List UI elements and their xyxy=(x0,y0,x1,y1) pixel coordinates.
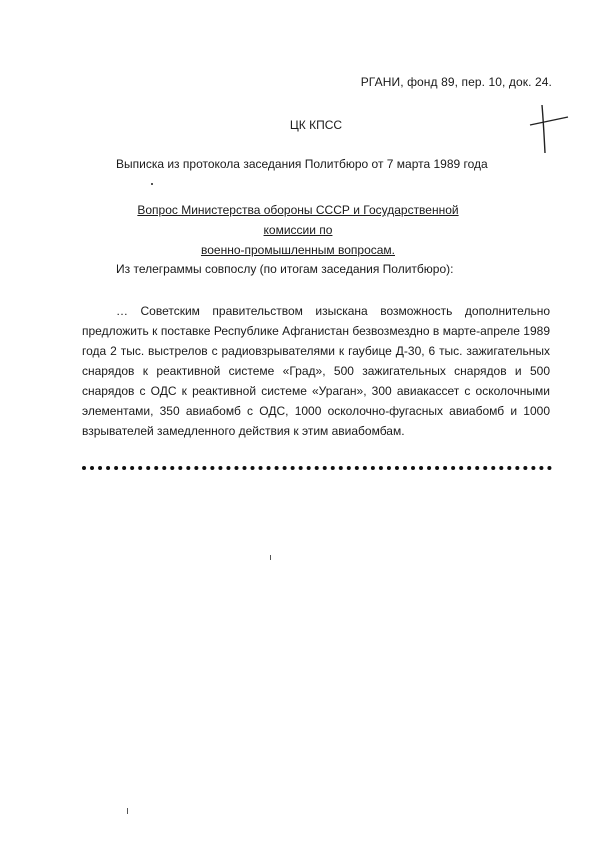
dotted-separator xyxy=(82,466,552,470)
question-line-1: Вопрос Министерства обороны СССР и Государственной комиссии по xyxy=(137,203,459,237)
telegram-body-paragraph: … Советским правительством изыскана возможность дополнительно предложить к поставке Республике Афганистан безвозмездно в марте-апреле 1989 года 2 тыс. выстрелов с радиовзрывателями к гаубице Д-30, 6 тыс. зажигательных снарядов к реактивной системе «Град», 500 зажигательных снарядов и 500 снарядов с ОДС к реактивной системе «Ураган», 300 авиакассет с осколочными элементами, 350 авиабомб с ОДС, 1000 осколочно-фугасных авиабомб и 1000 взрывателей замедленного действия к этим авиабомбам. xyxy=(82,304,550,438)
organization-heading: ЦК КПСС xyxy=(289,118,343,132)
extract-title: Выписка из протокола заседания Политбюро от 7 марта 1989 года xyxy=(116,157,488,171)
scan-speck xyxy=(127,808,128,814)
scan-speck xyxy=(151,183,153,185)
question-line-2: военно-промышленным вопросам. xyxy=(200,243,395,257)
telegram-intro: Из телеграммы совпослу (по итогам заседания Политбюро): xyxy=(116,262,454,276)
question-heading xyxy=(118,200,478,260)
scan-speck xyxy=(270,555,271,560)
archive-reference: РГАНИ, фонд 89, пер. 10, док. 24. xyxy=(360,75,552,89)
